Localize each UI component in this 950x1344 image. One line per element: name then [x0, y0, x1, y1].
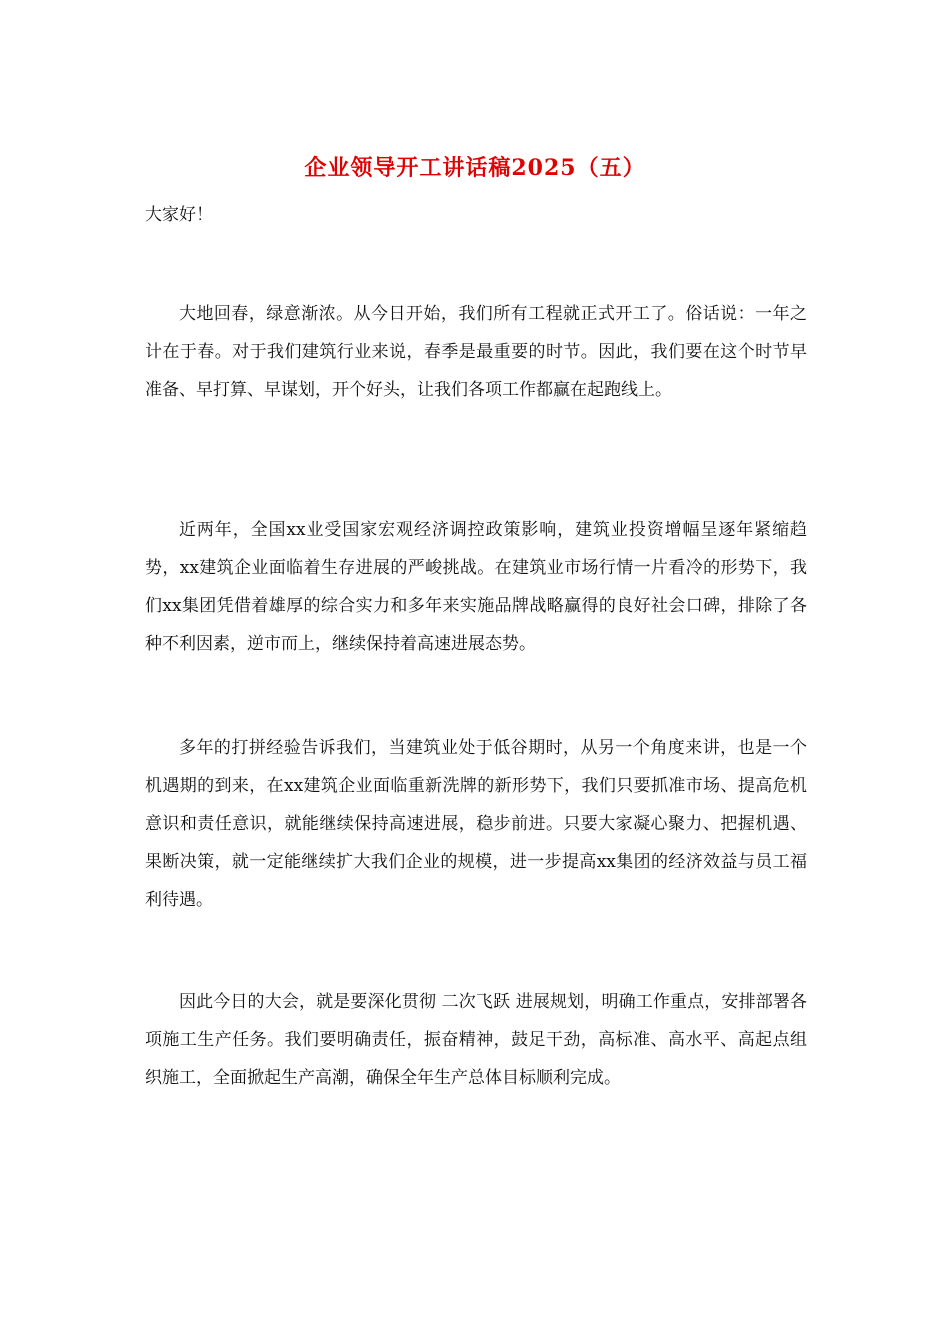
body-paragraph-4: 因此今日的大会，就是要深化贯彻 二次飞跃 进展规划，明确工作重点，安排部署各项施工生产任务。我们要明确责任，振奋精神，鼓足干劲，高标准、高水平、高起点组织施工，全面掀起生产高潮，确保全年生产总体目标顺利完成。 [145, 992, 807, 1088]
body-paragraph-2: 近两年，全国xx业受国家宏观经济调控政策影响，建筑业投资增幅呈逐年紧缩趋势，xx建筑企业面临着生存进展的严峻挑战。在建筑业市场行情一片看冷的形势下，我们xx集团凭借着雄厚的综合实力和多年来实施品牌战略赢得的良好社会口碑，排除了各种不利因素，逆市而上，继续保持着高速进展态势。 [145, 520, 807, 654]
greeting-line: 大家好！ [145, 205, 213, 225]
body-paragraph-1: 大地回春，绿意渐浓。从今日开始，我们所有工程就正式开工了。俗话说：一年之计在于春。对于我们建筑行业来说，春季是最重要的时节。因此，我们要在这个时节早准备、早打算、早谋划，开个好头，让我们各项工作都赢在起跑线上。 [145, 304, 807, 400]
body-paragraph-3: 多年的打拼经验告诉我们，当建筑业处于低谷期时，从另一个角度来讲，也是一个机遇期的到来，在xx建筑企业面临重新洗牌的新形势下，我们只要抓准市场、提高危机意识和责任意识，就能继续保持高速进展，稳步前进。只要大家凝心聚力、把握机遇、果断决策，就一定能继续扩大我们企业的规模，进一步提高xx集团的经济效益与员工福利待遇。 [145, 738, 807, 910]
document-title: 企业领导开工讲话稿2025（五） [304, 155, 646, 181]
